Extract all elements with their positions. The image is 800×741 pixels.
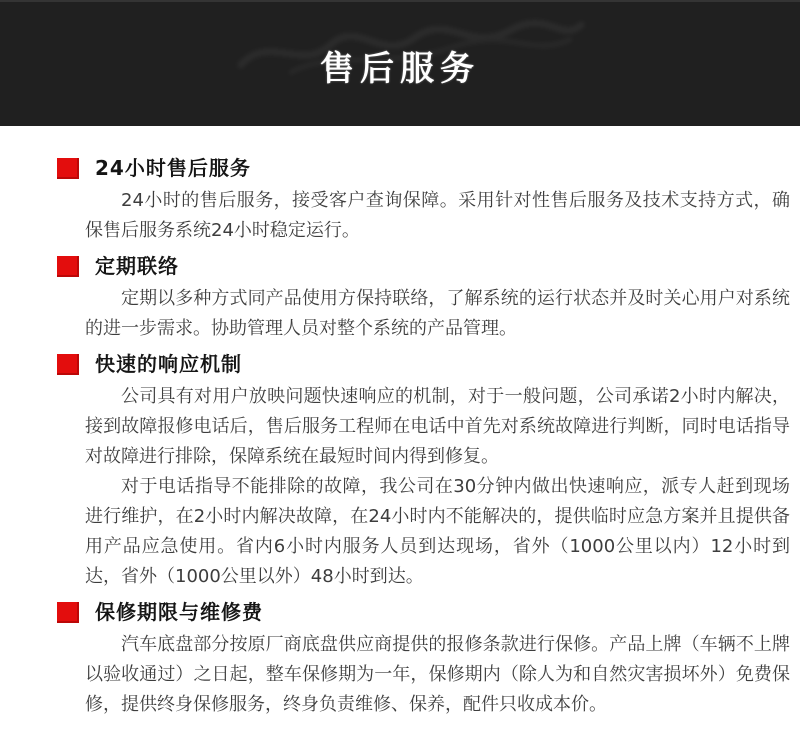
section-header bbox=[57, 352, 800, 376]
section-header bbox=[57, 156, 800, 180]
section-fast-response bbox=[0, 352, 800, 592]
section-24h-service bbox=[0, 156, 800, 246]
section-header bbox=[57, 254, 800, 278]
section-heading: 保修期限与维修费 bbox=[95, 600, 263, 624]
section-heading: 快速的响应机制 bbox=[95, 352, 242, 376]
red-square-bullet-icon bbox=[57, 256, 79, 277]
service-sections bbox=[0, 126, 800, 720]
section-paragraph: 公司具有对用户放映问题快速响应的机制，对于一般问题，公司承诺2小时内解决，接到故障报修电话后，售后服务工程师在电话中首先对系统故障进行判断，同时电话指导对故障进行排除，保障系统在最短时间内得到修复。 bbox=[85, 386, 790, 467]
section-regular-contact bbox=[0, 254, 800, 344]
red-square-bullet-icon bbox=[57, 354, 79, 375]
section-warranty bbox=[0, 600, 800, 720]
section-heading: 定期联络 bbox=[95, 254, 179, 278]
section-paragraph: 汽车底盘部分按原厂商底盘供应商提供的报修条款进行保修。产品上牌（车辆不上牌以验收通过）之日起，整车保修期为一年，保修期内（除人为和自然灾害损坏外）免费保修，提供终身保修服务，终身负责维修、保养，配件只收成本价。 bbox=[85, 634, 790, 715]
header-banner bbox=[0, 0, 800, 126]
red-square-bullet-icon bbox=[57, 602, 79, 623]
red-square-bullet-icon bbox=[57, 158, 79, 179]
page-title: 售后服务 bbox=[320, 49, 480, 89]
section-header bbox=[57, 600, 800, 624]
section-paragraph: 24小时的售后服务，接受客户查询保障。采用针对性售后服务及技术支持方式，确保售后服务系统24小时稳定运行。 bbox=[85, 190, 790, 241]
section-paragraph: 定期以多种方式同产品使用方保持联络，了解系统的运行状态并及时关心用户对系统的进一步需求。协助管理人员对整个系统的产品管理。 bbox=[85, 288, 790, 339]
section-heading: 24小时售后服务 bbox=[95, 156, 251, 180]
section-paragraph: 对于电话指导不能排除的故障，我公司在30分钟内做出快速响应，派专人赶到现场进行维护，在2小时内解决故障，在24小时内不能解决的，提供临时应急方案并且提供备用产品应急使用。省内6小时内服务人员到达现场，省外（1000公里以内）12小时到达，省外（1000公里以外）48小时到达。 bbox=[85, 476, 790, 587]
